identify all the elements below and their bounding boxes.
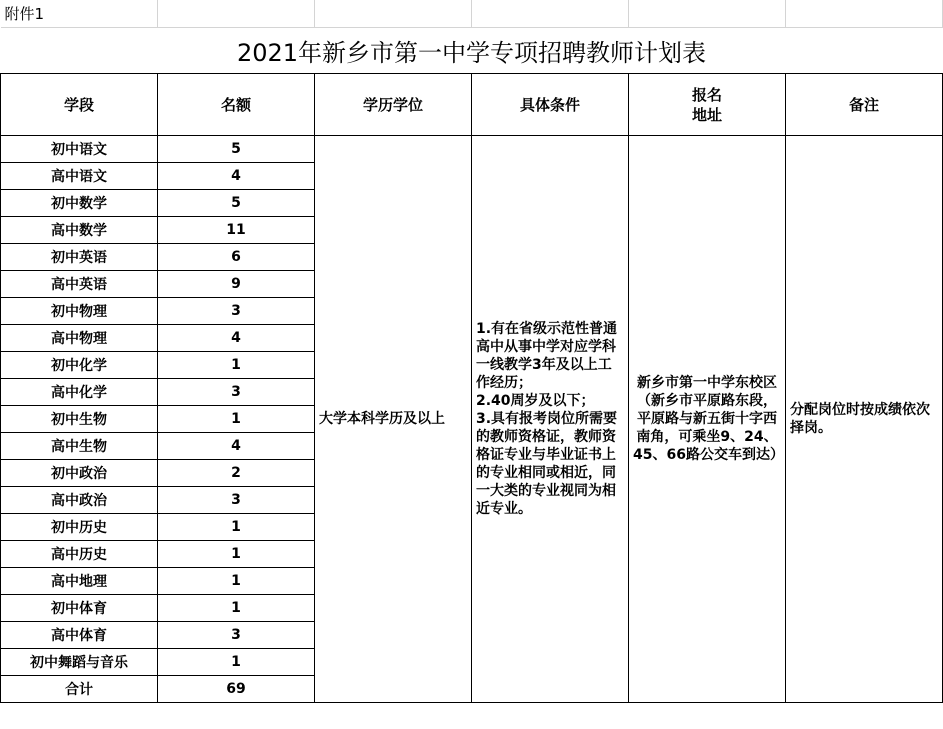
quota-cell[interactable]: 1 [158,406,315,433]
quota-cell[interactable]: 1 [158,568,315,595]
quota-cell[interactable]: 1 [158,514,315,541]
quota-cell[interactable]: 4 [158,433,315,460]
segment-cell[interactable]: 高中英语 [1,271,158,298]
header-conditions[interactable]: 具体条件 [472,74,629,136]
total-quota-cell[interactable]: 69 [158,676,315,703]
quota-cell[interactable]: 3 [158,487,315,514]
total-label-cell[interactable]: 合计 [1,676,158,703]
segment-cell[interactable]: 初中舞蹈与音乐 [1,649,158,676]
segment-cell[interactable]: 高中体育 [1,622,158,649]
empty-cell[interactable] [315,0,472,28]
table-row [1,136,943,163]
header-quota[interactable]: 名额 [158,74,315,136]
segment-cell[interactable]: 高中物理 [1,325,158,352]
segment-cell[interactable]: 高中政治 [1,487,158,514]
header-segment[interactable]: 学段 [1,74,158,136]
empty-cell[interactable] [629,0,786,28]
quota-cell[interactable]: 3 [158,622,315,649]
quota-cell[interactable]: 11 [158,217,315,244]
attachment-label-cell[interactable]: 附件1 [1,0,158,28]
remarks-cell[interactable]: 分配岗位时按成绩依次择岗。 [786,136,943,703]
education-cell[interactable]: 大学本科学历及以上 [315,136,472,703]
quota-cell[interactable]: 1 [158,595,315,622]
quota-cell[interactable]: 2 [158,460,315,487]
segment-cell[interactable]: 高中生物 [1,433,158,460]
quota-cell[interactable]: 6 [158,244,315,271]
header-education[interactable]: 学历学位 [315,74,472,136]
quota-cell[interactable]: 9 [158,271,315,298]
quota-cell[interactable]: 5 [158,190,315,217]
segment-cell[interactable]: 初中体育 [1,595,158,622]
segment-cell[interactable]: 初中物理 [1,298,158,325]
header-address[interactable] [629,74,786,136]
segment-cell[interactable]: 初中历史 [1,514,158,541]
empty-cell[interactable] [158,0,315,28]
segment-cell[interactable]: 高中地理 [1,568,158,595]
table-title[interactable]: 2021年新乡市第一中学专项招聘教师计划表 [1,28,943,74]
segment-cell[interactable]: 高中数学 [1,217,158,244]
quota-cell[interactable]: 3 [158,298,315,325]
segment-cell[interactable]: 高中化学 [1,379,158,406]
segment-cell[interactable]: 初中语文 [1,136,158,163]
segment-cell[interactable]: 初中英语 [1,244,158,271]
segment-cell[interactable]: 高中语文 [1,163,158,190]
quota-cell[interactable]: 1 [158,352,315,379]
segment-cell[interactable]: 初中政治 [1,460,158,487]
segment-cell[interactable]: 初中数学 [1,190,158,217]
empty-cell[interactable] [472,0,629,28]
header-address-line2: 地址 [691,105,722,124]
segment-cell[interactable]: 高中历史 [1,541,158,568]
quota-cell[interactable]: 4 [158,163,315,190]
conditions-cell[interactable]: 1.有在省级示范性普通高中从事中学对应学科一线教学3年及以上工作经历； 2.40周岁及以下； 3.具有报考岗位所需要的教师资格证，教师资格证专业与毕业证书上的专业相同或相近，同一大类的专业视同为相近专业。 [472,136,629,703]
quota-cell[interactable]: 1 [158,649,315,676]
empty-cell[interactable] [786,0,943,28]
header-address-line1: 报名 [691,85,722,104]
segment-cell[interactable]: 初中生物 [1,406,158,433]
quota-cell[interactable]: 4 [158,325,315,352]
quota-cell[interactable]: 3 [158,379,315,406]
segment-cell[interactable]: 初中化学 [1,352,158,379]
quota-cell[interactable]: 5 [158,136,315,163]
header-remarks[interactable]: 备注 [786,74,943,136]
address-cell[interactable]: 新乡市第一中学东校区（新乡市平原路东段，平原路与新五街十字西南角，可乘坐9、24、45、66路公交车到达） [629,136,786,703]
quota-cell[interactable]: 1 [158,541,315,568]
